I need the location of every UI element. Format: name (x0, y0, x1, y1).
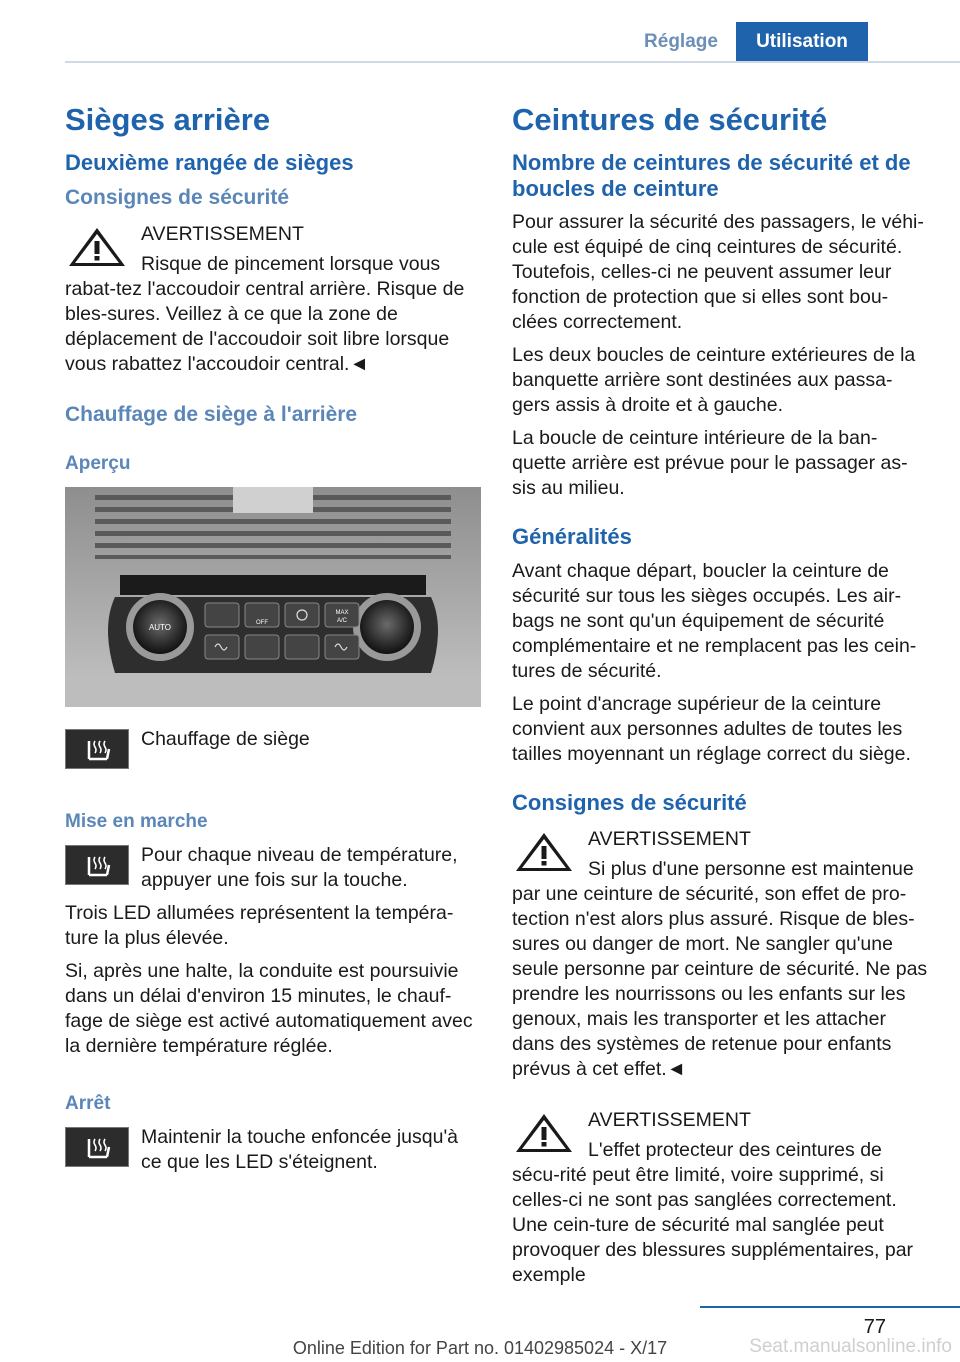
switch-off-step (65, 1125, 481, 1175)
heading-general: Généralités (512, 524, 632, 549)
page-number: 77 (863, 1316, 886, 1338)
left-column (65, 100, 481, 1183)
subtitle-second-row: Deuxième rangée de sièges (65, 150, 354, 175)
general-para-1: Avant chaque départ, boucler la ceinture de sécurité sur tous les sièges occupés. Les air-bags ne sont qu'un équipement de sécurité complémentaire et ne remplacent pas les cein-tures de sécurité. (512, 560, 917, 682)
switch-on-text: Pour chaque niveau de température, appuyer une fois sur la touche. (141, 844, 458, 891)
switch-on-step (65, 843, 481, 893)
warning-block (65, 220, 481, 377)
belts-para-3: La boucle de ceinture intérieure de la ban-quette arrière est prévue pour le passager as-sis au milieu. (512, 427, 908, 499)
panel-label-ac: A/C (336, 618, 348, 624)
warning-text: Risque de pincement lorsque vous rabat-tez l'accoudoir central arrière. Risque de bles-sures. Veillez à ce que la zone de déplacement de l'accoudoir soit libre lorsque vous rabattez l'accoudoir central.◄ (65, 253, 465, 375)
warning-text: Si plus d'une personne est maintenue par une ceinture de sécurité, son effet de pro-tection n'est alors plus assuré. Risque de bles-sures ou danger de mort. Ne sangler qu'une seule personne par ceinture de sécurité. Ne pas prendre les nourrissons ou les enfants sur les genoux, mais les transporter et les attacher dans des systèmes de retenue pour enfants prévus à cet effet.◄ (512, 858, 928, 1080)
heading-switch-off: Arrêt (65, 1093, 111, 1114)
warning-label: AVERTISSEMENT (588, 828, 751, 850)
panel-label-auto: AUTO (148, 623, 172, 632)
belts-para-2: Les deux boucles de ceinture extérieures de la banquette arrière sont destinées aux passa-gers assis à droite et à gauche. (512, 344, 916, 416)
header-bar (0, 22, 960, 62)
heading-switch-on: Mise en marche (65, 811, 208, 832)
warning-triangle-icon (65, 224, 129, 270)
heading-safety: Consignes de sécurité (65, 186, 290, 209)
switch-off-text: Maintenir la touche enfoncée jusqu'à ce que les LED s'éteignent. (141, 1126, 459, 1173)
warning-block (512, 825, 930, 1082)
seat-heating-caption: Chauffage de siège (141, 728, 310, 750)
tab-reglage[interactable]: Réglage (644, 31, 718, 52)
footer-divider (700, 1306, 960, 1308)
panel-label-max: MAX (335, 610, 349, 616)
subtitle-belt-count: Nombre de ceintures de sécurité et de boucles de ceinture (512, 150, 911, 201)
warning-label: AVERTISSEMENT (588, 1109, 751, 1131)
seat-heating-icon (65, 1127, 129, 1167)
general-para-2: Le point d'ancrage supérieur de la ceinture convient aux personnes adultes de toutes les tailles moyennant un réglage correct du siège. (512, 693, 911, 765)
heading-safety-belts: Consignes de sécurité (512, 790, 747, 815)
section-title-seat-belts: Ceintures de sécurité (512, 102, 828, 137)
switch-on-para-2: Si, après une halte, la conduite est poursuivie dans un délai d'environ 15 minutes, le chauf-fage de siège est activé automatiquement avec la dernière température réglée. (65, 960, 473, 1057)
footer-watermark: Seat.manualsonline.info (749, 1336, 952, 1357)
warning-triangle-icon (512, 1110, 576, 1156)
seat-heating-legend (65, 727, 481, 777)
tab-utilisation[interactable]: Utilisation (736, 22, 868, 62)
right-column (512, 100, 930, 1298)
warning-label: AVERTISSEMENT (141, 223, 304, 245)
section-title-rear-seats: Sièges arrière (65, 102, 271, 137)
seat-heating-icon (65, 845, 129, 885)
panel-label-off: OFF (256, 620, 268, 626)
belts-para-1: Pour assurer la sécurité des passagers, le véhi-cule est équipé de cinq ceintures de sécurité. Toutefois, celles-ci ne peuvent assumer leur fonction de protection que si elles sont bou-clées correctement. (512, 211, 924, 333)
warning-block (512, 1106, 930, 1288)
warning-text: L'effet protecteur des ceintures de sécu-rité peut être limité, voire supprimé, si celles-ci ne sont pas sanglées correctement. Une cein-ture de sécurité mal sanglée peut provoquer des blessures supplémentaires, par exemple (512, 1139, 914, 1286)
warning-triangle-icon (512, 829, 576, 875)
seat-heating-icon (65, 729, 129, 769)
footer-edition: Online Edition for Part no. 01402985024 - X/17 (292, 1338, 668, 1358)
header-divider (65, 61, 960, 63)
heading-rear-seat-heating: Chauffage de siège à l'arrière (65, 403, 358, 426)
switch-on-para-1: Trois LED allumées représentent la tempéra-ture la plus élevée. (65, 902, 454, 949)
heading-overview: Aperçu (65, 453, 131, 474)
rear-climate-panel-photo (65, 487, 481, 707)
